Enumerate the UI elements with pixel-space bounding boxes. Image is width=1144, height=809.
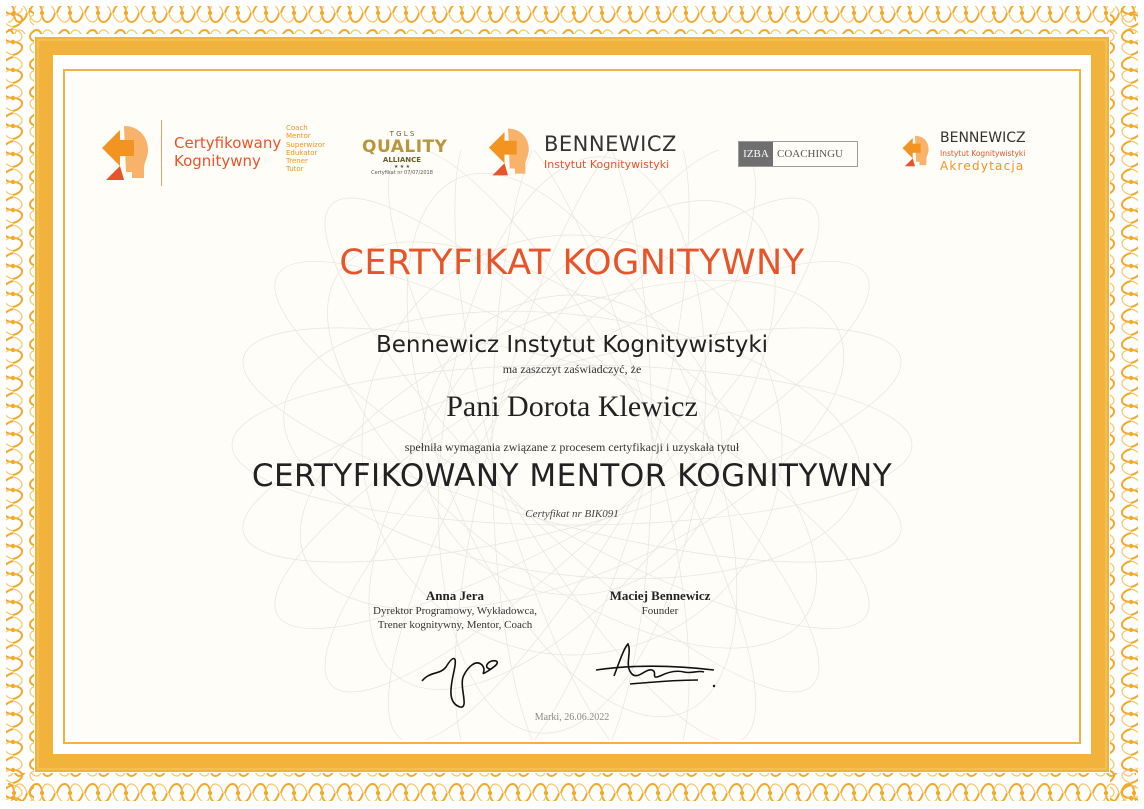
logo-izba-coachingu — [738, 141, 858, 167]
quality-top-text: T G L S — [389, 130, 415, 138]
head-arrows-icon — [898, 132, 932, 170]
role-item: Superwizor — [286, 140, 326, 149]
signature-anna-jera — [418, 645, 508, 711]
signatory-role: Founder — [641, 605, 679, 617]
akredytacja-tag: Akredytacja — [940, 159, 1025, 173]
role-item: Tutor — [286, 165, 304, 174]
logo-bennewicz-instytut — [482, 124, 682, 184]
quality-alliance-text: ALLIANCE — [382, 156, 422, 164]
certificate-title: CERTYFIKAT KOGNITYWNY — [339, 243, 805, 283]
head-arrows-icon — [94, 122, 154, 184]
role-item: Trener — [286, 157, 308, 166]
bennewicz-subtitle: Instytut Kognitywistyki — [544, 158, 670, 171]
recipient-name: Pani Dorota Klewicz — [446, 390, 698, 423]
signatory-name: Maciej Bennewicz — [609, 588, 711, 603]
signatory-role: Trener kognitywny, Mentor, Coach — [377, 619, 533, 631]
degree-title: CERTYFIKOWANY MENTOR KOGNITYWNY — [251, 458, 893, 494]
role-item: Mentor — [286, 132, 311, 141]
place-date: Marki, 26.06.2022 — [534, 712, 610, 723]
institute-name: Bennewicz Instytut Kognitywistyki — [375, 332, 769, 358]
signatory-1 — [345, 588, 565, 632]
coachingu-text: COACHINGU — [777, 148, 843, 160]
signatory-name: Anna Jera — [425, 588, 485, 603]
logo-bennewicz-akredytacja — [898, 130, 1038, 180]
quality-main-text: QUALITY — [362, 137, 448, 157]
star-icons: ★ ★ ★ — [393, 164, 411, 170]
signature-maciej-bennewicz — [594, 640, 724, 692]
logo-divider — [161, 120, 162, 186]
head-arrows-icon — [482, 124, 534, 180]
logo-title-line1: Certyfikowany — [174, 134, 282, 152]
logo-quality-alliance — [362, 130, 448, 180]
akredytacja-subtitle: Instytut Kognitywistyki — [940, 149, 1026, 158]
roles-list — [286, 124, 325, 174]
logo-certyfikowany-kognitywny — [94, 118, 324, 188]
certificate-number: Certyfikat nr BIK091 — [525, 508, 619, 520]
akredytacja-bennewicz-name: BENNEWICZ — [940, 130, 1026, 146]
izba-text: IZBA — [739, 142, 773, 166]
role-item: Coach — [286, 124, 308, 132]
certifies-text: ma zaszczyt zaświadczyć, że — [502, 362, 642, 376]
signatory-role: Dyrektor Programowy, Wykładowca, — [373, 605, 537, 617]
signatory-2 — [575, 588, 745, 618]
statement-text: spełniła wymagania związane z procesem certyfikacji i uzyskała tytuł — [404, 440, 740, 454]
quality-cert-number: Certyfikat nr 07/07/2018 — [371, 170, 433, 176]
role-item: Edukator — [286, 148, 318, 157]
logo-title-line2: Kognitywny — [174, 152, 261, 170]
bennewicz-name: BENNEWICZ — [544, 132, 677, 156]
